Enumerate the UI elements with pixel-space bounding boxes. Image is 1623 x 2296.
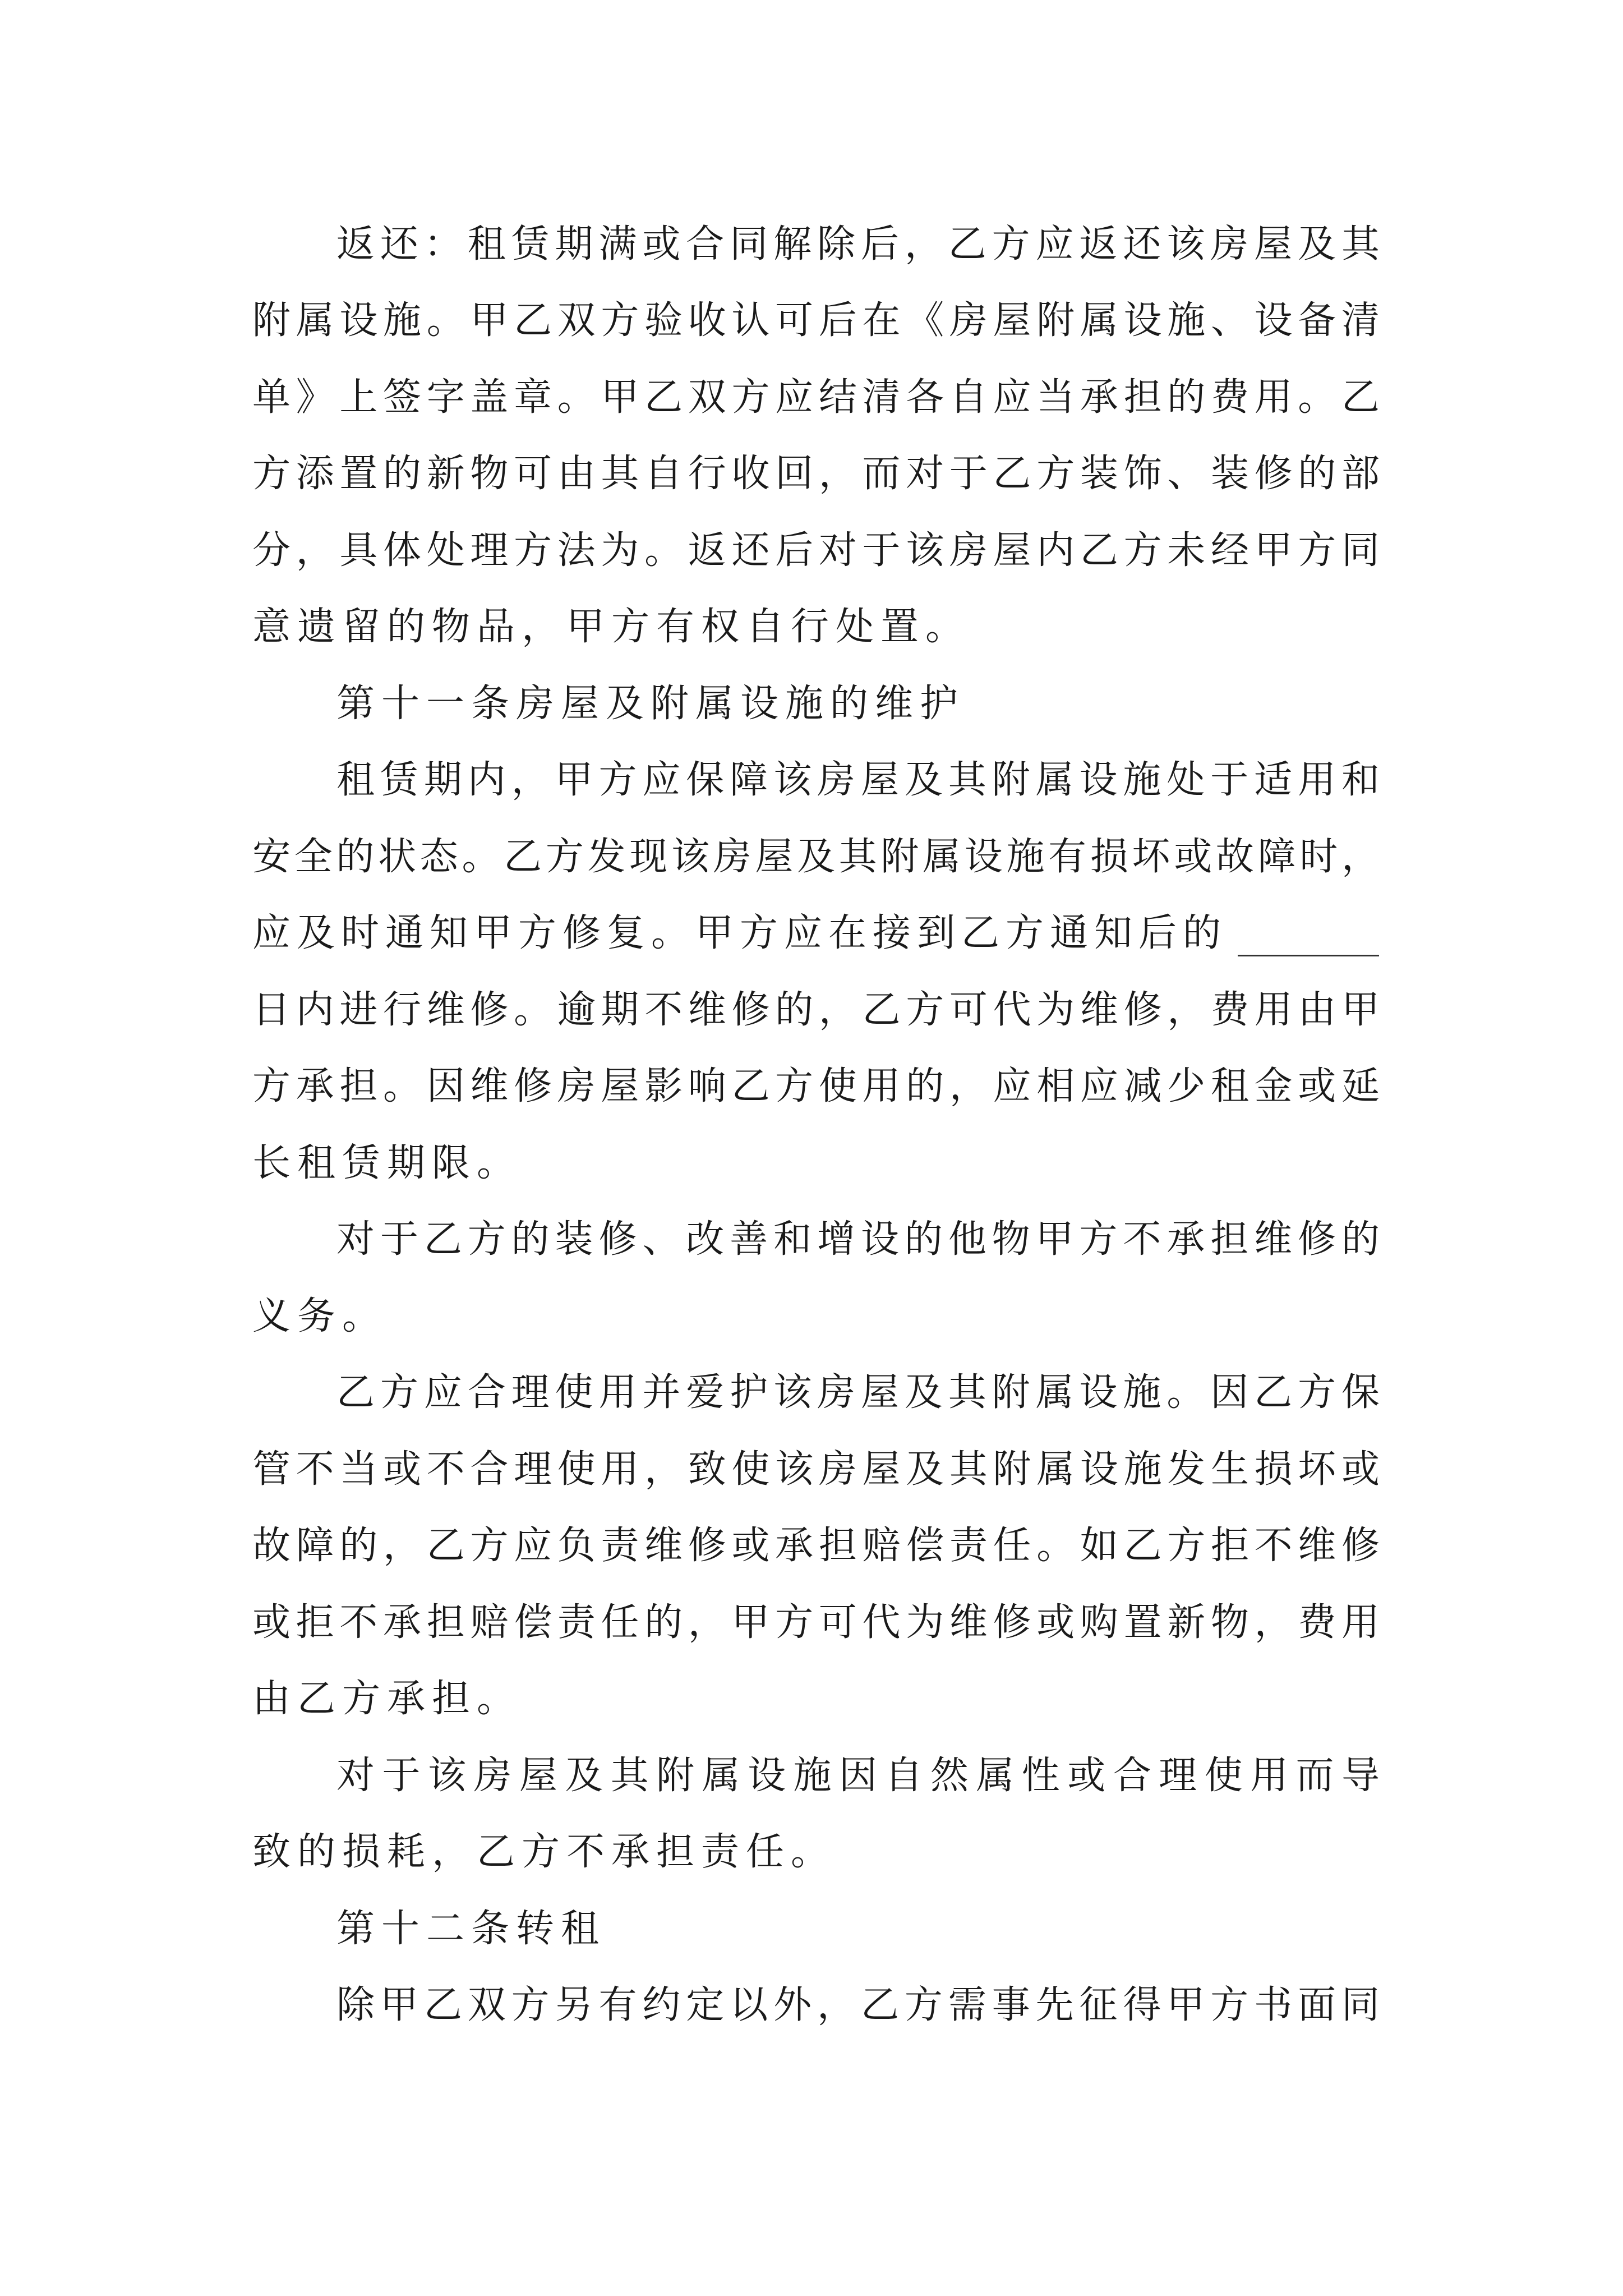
paragraph-line: 日内进行维修。逾期不维修的，乙方可代为维修，费用由甲 bbox=[252, 988, 1380, 1032]
section-heading: 第十一条房屋及附属设施的维护 bbox=[336, 682, 965, 726]
section-heading: 第十二条转租 bbox=[336, 1907, 606, 1951]
paragraph-line: 乙方应合理使用并爱护该房屋及其附属设施。因乙方保 bbox=[336, 1370, 1380, 1415]
paragraph-line: 致的损耗，乙方不承担责任。 bbox=[252, 1830, 836, 1874]
paragraph-line: 由乙方承担。 bbox=[252, 1677, 522, 1721]
paragraph-line: 义务。 bbox=[252, 1294, 388, 1338]
paragraph-line: 方承担。因维修房屋影响乙方使用的，应相应减少租金或延 bbox=[252, 1064, 1380, 1108]
paragraph-line: 长租赁期限。 bbox=[252, 1141, 522, 1185]
paragraph-line: 返还：租赁期满或合同解除后，乙方应返还该房屋及其 bbox=[336, 222, 1380, 266]
paragraph-line: 附属设施。甲乙双方验收认可后在《房屋附属设施、设备清 bbox=[252, 298, 1380, 343]
paragraph-line: 除甲乙双方另有约定以外，乙方需事先征得甲方书面同 bbox=[336, 1983, 1380, 2027]
paragraph-line: 意遗留的物品，甲方有权自行处置。 bbox=[252, 605, 971, 649]
paragraph-line: 对于乙方的装修、改善和增设的他物甲方不承担维修的 bbox=[336, 1217, 1380, 1262]
paragraph-line: 单》上签字盖章。甲乙双方应结清各自应当承担的费用。乙 bbox=[252, 375, 1380, 420]
paragraph-line: 分，具体处理方法为。返还后对于该房屋内乙方未经甲方同 bbox=[252, 528, 1380, 573]
fill-in-blank bbox=[1238, 955, 1379, 956]
paragraph-line: 租赁期内，甲方应保障该房屋及其附属设施处于适用和 bbox=[336, 758, 1380, 802]
paragraph-line: 安全的状态。乙方发现该房屋及其附属设施有损坏或故障时， bbox=[252, 835, 1380, 879]
paragraph-line: 对于该房屋及其附属设施因自然属性或合理使用而导 bbox=[336, 1754, 1380, 1798]
paragraph-line: 应及时通知甲方修复。甲方应在接到乙方通知后的 bbox=[252, 911, 1228, 955]
paragraph-line: 管不当或不合理使用，致使该房屋及其附属设施发生损坏或 bbox=[252, 1447, 1380, 1492]
paragraph-line: 方添置的新物可由其自行收回，而对于乙方装饰、装修的部 bbox=[252, 452, 1380, 496]
paragraph-line: 或拒不承担赔偿责任的，甲方可代为维修或购置新物，费用 bbox=[252, 1600, 1380, 1645]
paragraph-line: 故障的，乙方应负责维修或承担赔偿责任。如乙方拒不维修 bbox=[252, 1524, 1380, 1568]
